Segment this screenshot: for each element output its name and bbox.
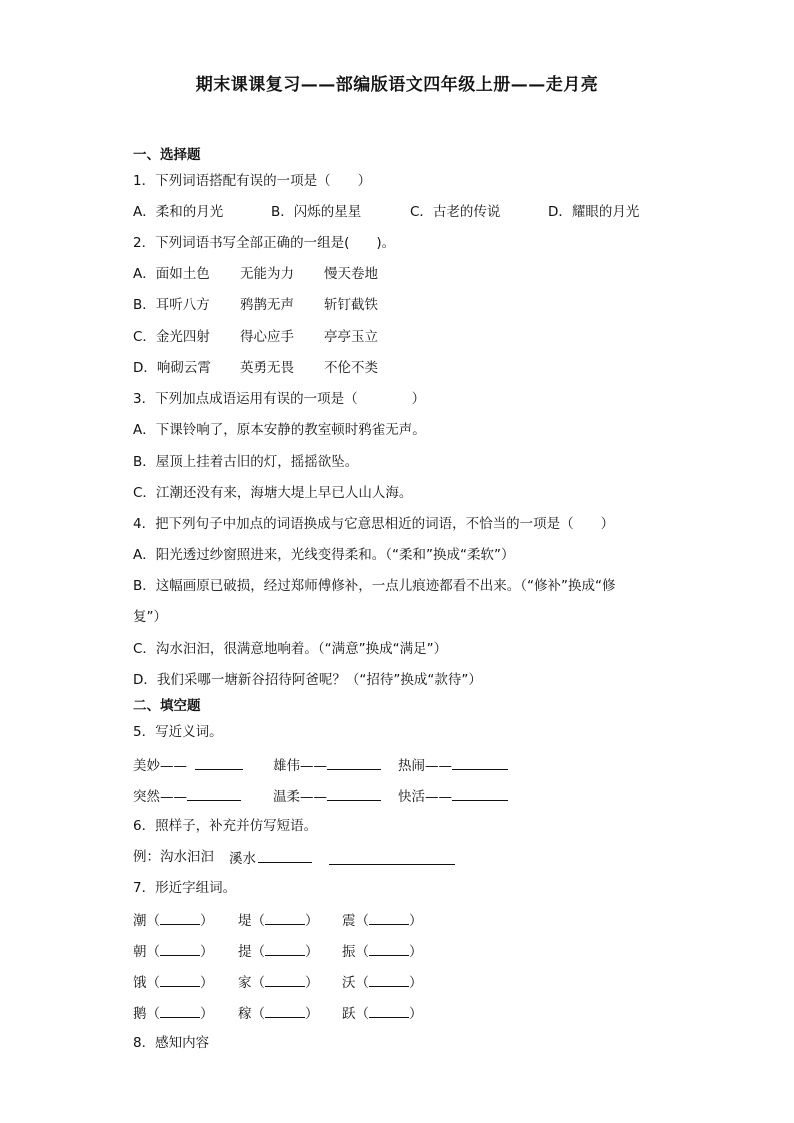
q7-item: 家（ ） bbox=[238, 972, 319, 992]
answer-blank[interactable] bbox=[160, 910, 200, 925]
q3-option-a: A．下课铃响了，原本安静的教室顿时鸦雀无声。 bbox=[133, 422, 426, 438]
q7-item: 沃（ ） bbox=[342, 972, 423, 992]
q7-item: 稼（ ） bbox=[238, 1003, 319, 1023]
q2-option-b-word2: 鸦鹊无声 bbox=[240, 297, 294, 313]
q4-option-b-line1: B．这幅画原已破损，经过郑师傅修补，一点儿痕迹都看不出来。（“修补”换成“修 bbox=[133, 578, 616, 594]
q4-option-d: D．我们采哪一塘新谷招待阿爸呢？（“招待”换成“款待”） bbox=[133, 672, 482, 688]
answer-blank[interactable] bbox=[160, 972, 200, 987]
q4-option-b-line2: 复”） bbox=[133, 609, 167, 625]
q7-item: 堤（ ） bbox=[238, 910, 319, 930]
answer-blank[interactable] bbox=[369, 1003, 409, 1018]
answer-blank[interactable] bbox=[265, 1003, 305, 1018]
q7-stem: 7．形近字组词。 bbox=[133, 880, 237, 896]
q1-option-b: B．闪烁的星星 bbox=[271, 204, 362, 220]
q6-example: 例：沟水汩汩 bbox=[133, 849, 214, 865]
q2-option-c-word2: 得心应手 bbox=[240, 329, 294, 345]
answer-blank[interactable] bbox=[160, 1003, 200, 1018]
q7-item: 饿（ ） bbox=[133, 972, 214, 992]
answer-blank[interactable] bbox=[327, 786, 381, 801]
answer-blank[interactable] bbox=[265, 972, 305, 987]
answer-blank[interactable] bbox=[265, 941, 305, 956]
q8-stem: 8．感知内容 bbox=[133, 1035, 210, 1051]
answer-blank[interactable] bbox=[160, 941, 200, 956]
q2-option-a-word1: A．面如土色 bbox=[133, 266, 210, 282]
q2-option-d-word1: D．响砌云霄 bbox=[133, 360, 211, 376]
q7-item: 鹅（ ） bbox=[133, 1003, 214, 1023]
q7-item: 潮（ ） bbox=[133, 910, 214, 930]
answer-blank[interactable] bbox=[265, 910, 305, 925]
q5-stem: 5．写近义词。 bbox=[133, 724, 223, 740]
q6-stem: 6．照样子，补充并仿写短语。 bbox=[133, 818, 318, 834]
q2-stem: 2．下列词语书写全部正确的一组是( )。 bbox=[133, 235, 396, 251]
q5-item-wenrou: 温柔—— bbox=[273, 786, 381, 806]
q6-item-xishui: 溪水 bbox=[229, 848, 312, 868]
answer-blank[interactable] bbox=[452, 786, 508, 801]
q7-item: 震（ ） bbox=[342, 910, 423, 930]
answer-blank[interactable] bbox=[329, 850, 455, 865]
q2-option-c-word3: 亭亭玉立 bbox=[324, 329, 378, 345]
q3-stem: 3．下列加点成语运用有误的一项是（ ） bbox=[133, 391, 426, 407]
q2-option-c-word1: C．金光四射 bbox=[133, 329, 210, 345]
section-heading-choice: 一、选择题 bbox=[133, 147, 201, 163]
q3-option-c: C．江潮还没有来，海塘大堤上早已人山人海。 bbox=[133, 485, 413, 501]
answer-blank[interactable] bbox=[258, 848, 312, 863]
answer-blank[interactable] bbox=[369, 910, 409, 925]
q2-option-d-word2: 英勇无畏 bbox=[240, 360, 294, 376]
q5-item-xiongwei: 雄伟—— bbox=[273, 755, 381, 775]
q2-option-a-word2: 无能为力 bbox=[240, 266, 294, 282]
q4-option-a: A．阳光透过纱窗照进来，光线变得柔和。（“柔和”换成“柔软”） bbox=[133, 547, 515, 563]
answer-blank[interactable] bbox=[187, 786, 241, 801]
q4-stem: 4．把下列句子中加点的词语换成与它意思相近的词语，不恰当的一项是（ ） bbox=[133, 516, 615, 532]
q1-stem: 1．下列词语搭配有误的一项是（ ） bbox=[133, 173, 372, 189]
page-title: 期末课课复习——部编版语文四年级上册——走月亮 bbox=[195, 75, 599, 95]
q1-option-a: A．柔和的月光 bbox=[133, 204, 224, 220]
q5-item-turan: 突然—— bbox=[133, 786, 241, 806]
q1-option-d: D．耀眼的月光 bbox=[548, 204, 640, 220]
q7-item: 提（ ） bbox=[238, 941, 319, 961]
q2-option-d-word3: 不伦不类 bbox=[324, 360, 378, 376]
answer-blank[interactable] bbox=[195, 755, 243, 770]
q2-option-a-word3: 慢天卷地 bbox=[324, 266, 378, 282]
q5-item-renao: 热闹—— bbox=[398, 755, 508, 775]
q7-item: 朝（ ） bbox=[133, 941, 214, 961]
q1-option-c: C．古老的传说 bbox=[410, 204, 501, 220]
q4-option-c: C．沟水汩汩，很满意地响着。（“满意”换成“满足”） bbox=[133, 641, 448, 657]
q7-item: 跃（ ） bbox=[342, 1003, 423, 1023]
q3-option-b: B．屋顶上挂着古旧的灯，摇摇欲坠。 bbox=[133, 454, 359, 470]
answer-blank[interactable] bbox=[369, 941, 409, 956]
q5-item-kuaihuo: 快活—— bbox=[398, 786, 508, 806]
answer-blank[interactable] bbox=[369, 972, 409, 987]
answer-blank[interactable] bbox=[452, 755, 508, 770]
q2-option-b-word1: B．耳听八方 bbox=[133, 297, 210, 313]
answer-blank[interactable] bbox=[327, 755, 381, 770]
q5-item-meimiao: 美妙—— bbox=[133, 755, 243, 775]
q2-option-b-word3: 斩钉截铁 bbox=[324, 297, 378, 313]
q7-item: 振（ ） bbox=[342, 941, 423, 961]
section-heading-fill: 二、填空题 bbox=[133, 698, 201, 714]
